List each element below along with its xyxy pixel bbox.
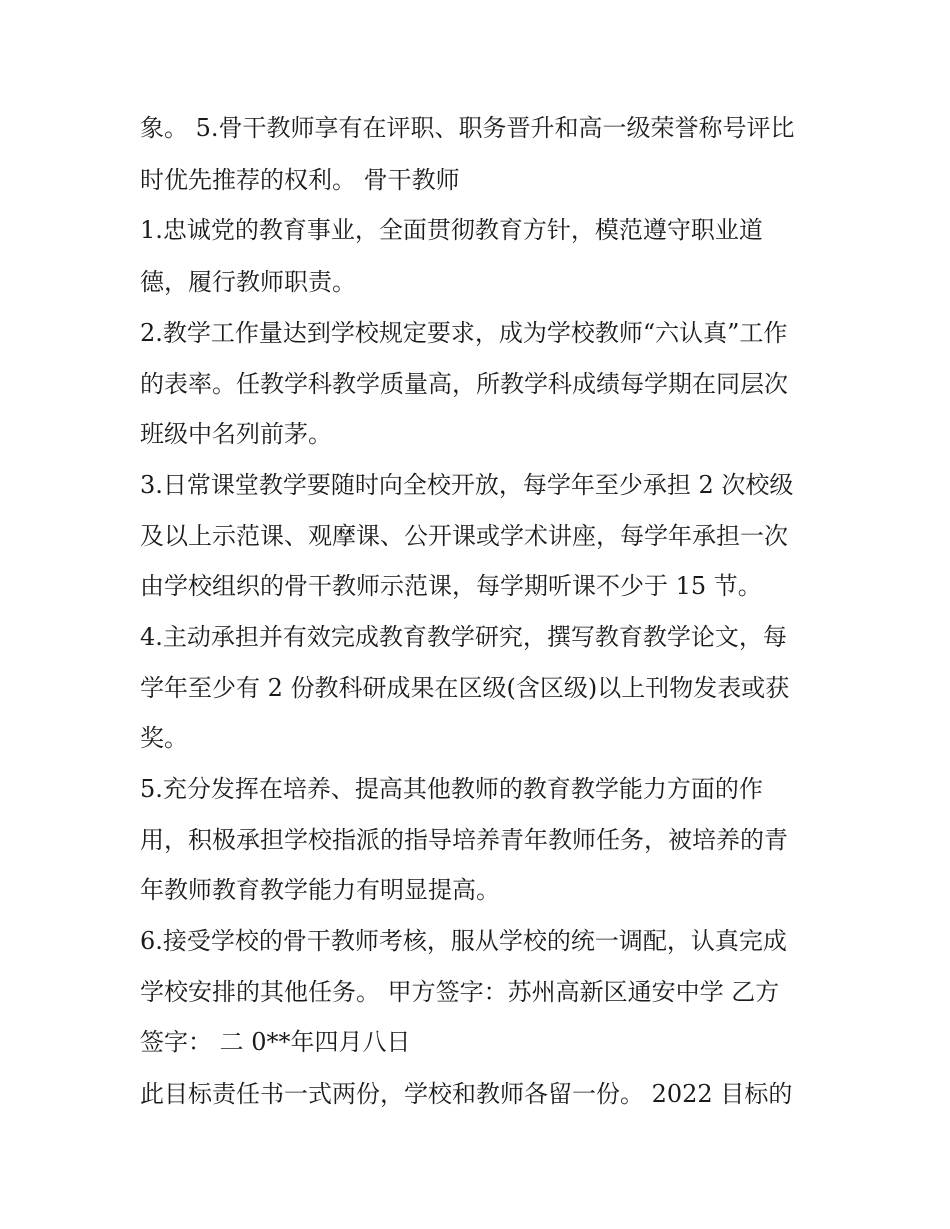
- text-line: 6.接受学校的骨干教师考核，服从学校的统一调配，认真完成: [140, 927, 787, 955]
- text-line: 时优先推荐的权利。 骨干教师: [140, 166, 460, 194]
- text-line: 学校安排的其他任务。 甲方签字：苏州高新区通安中学 乙方: [140, 978, 780, 1006]
- text-line: 德，履行教师职责。: [140, 268, 356, 296]
- text-line: 由学校组织的骨干教师示范课，每学期听课不少于 15 节。: [140, 572, 762, 600]
- text-line: 班级中名列前茅。: [140, 420, 332, 448]
- text-line: 年教师教育教学能力有明显提高。: [140, 876, 500, 904]
- text-line: 及以上示范课、观摩课、公开课或学术讲座，每学年承担一次: [140, 522, 788, 550]
- text-line: 2.教学工作量达到学校规定要求，成为学校教师“六认真”工作: [140, 319, 788, 347]
- text-line: 用，积极承担学校指派的指导培养青年教师任务，被培养的青: [140, 826, 788, 854]
- text-line: 3.日常课堂教学要随时向全校开放，每学年至少承担 2 次校级: [140, 471, 794, 499]
- text-line: 4.主动承担并有效完成教育教学研究，撰写教育教学论文，每: [140, 623, 787, 651]
- text-line: 5.充分发挥在培养、提高其他教师的教育教学能力方面的作: [140, 775, 763, 803]
- text-line: 学年至少有 2 份教科研成果在区级(含区级)以上刊物发表或获: [140, 674, 790, 702]
- text-line: 签字： 二 0**年四月八日: [140, 1028, 411, 1056]
- text-line: 此目标责任书一式两份，学校和教师各留一份。 2022 目标的: [140, 1080, 793, 1108]
- text-line: 的表率。任教学科教学质量高，所教学科成绩每学期在同层次: [140, 370, 788, 398]
- text-line: 奖。: [140, 724, 188, 752]
- text-line: 象。 5.骨干教师享有在评职、职务晋升和高一级荣誉称号评比: [140, 114, 795, 142]
- text-line: 1.忠诚党的教育事业，全面贯彻教育方针，模范遵守职业道: [140, 216, 763, 244]
